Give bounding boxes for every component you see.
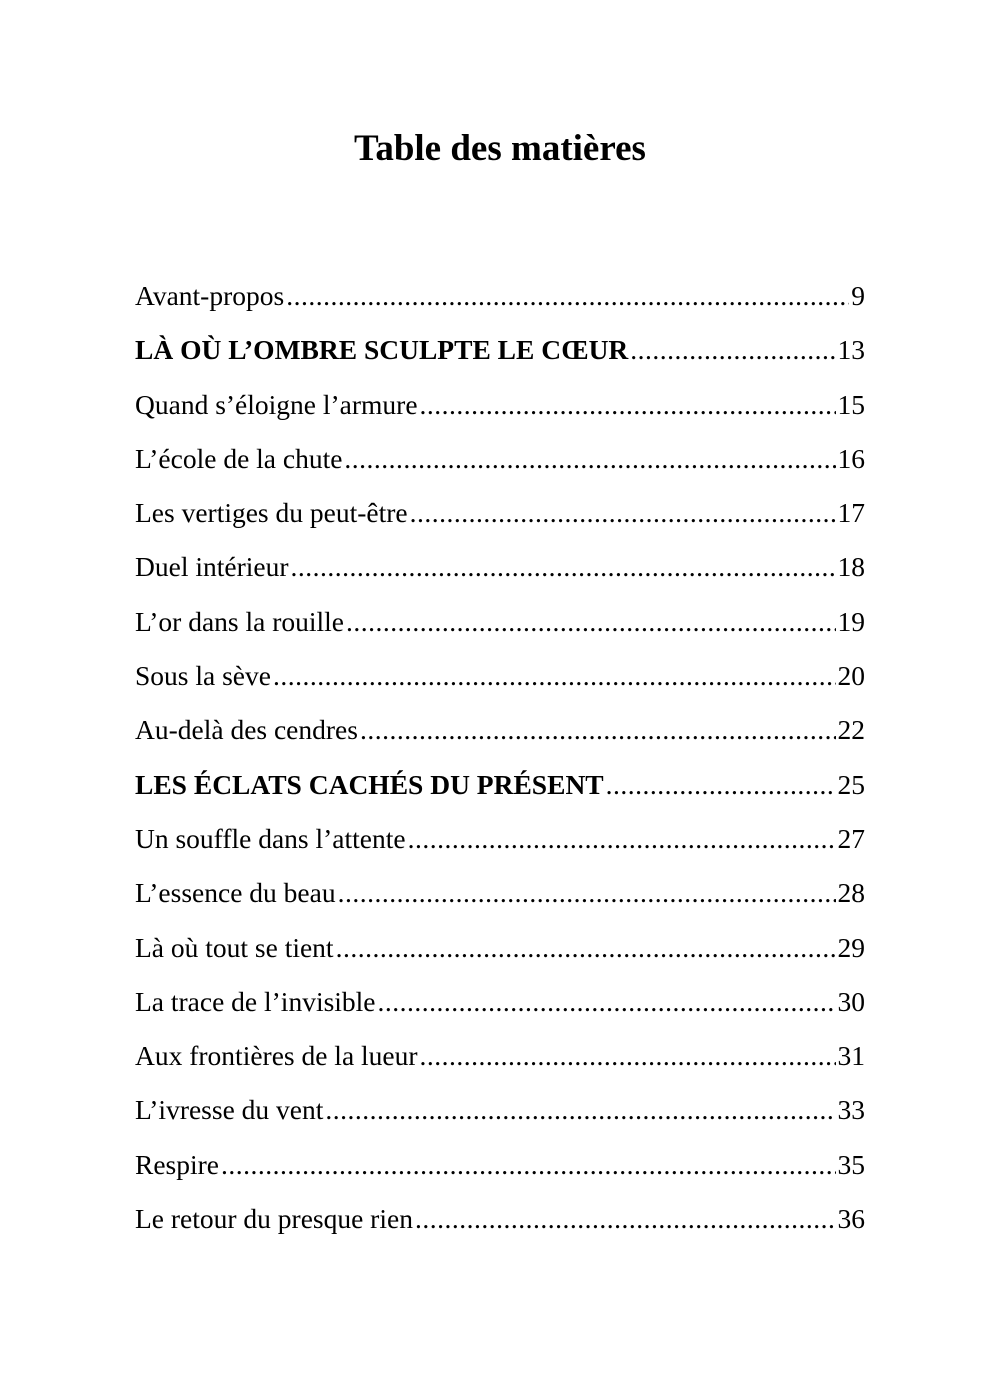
table-of-contents [135, 269, 865, 1246]
toc-entry [135, 1192, 865, 1246]
dot-leader [286, 269, 849, 323]
dot-leader [408, 812, 836, 866]
toc-entry-title: Sous la sève [135, 660, 271, 692]
toc-entry [135, 1083, 865, 1137]
toc-entry-title: Le retour du presque rien [135, 1203, 413, 1235]
toc-entry [135, 921, 865, 975]
toc-entry [135, 486, 865, 540]
dot-leader [336, 921, 836, 975]
toc-entry [135, 269, 865, 323]
toc-page-number: 25 [837, 768, 865, 800]
toc-page-number: 15 [837, 388, 865, 420]
toc-entry [135, 812, 865, 866]
toc-page-number: 30 [837, 985, 865, 1017]
toc-entry [135, 866, 865, 920]
toc-entry-title: Au-delà des cendres [135, 714, 358, 746]
toc-page-number: 18 [837, 551, 865, 583]
toc-page-number: 28 [837, 877, 865, 909]
toc-page-number: 20 [837, 660, 865, 692]
toc-entry-title: Duel intérieur [135, 551, 289, 583]
toc-entry [135, 432, 865, 486]
toc-entry [135, 378, 865, 432]
dot-leader [630, 323, 835, 377]
toc-page-number: 22 [837, 714, 865, 746]
toc-entry [135, 1029, 865, 1083]
dot-leader [221, 1138, 835, 1192]
toc-entry-title: La trace de l’invisible [135, 985, 376, 1017]
toc-entry-title: Aux frontières de la lueur [135, 1040, 418, 1072]
toc-entry-title: Quand s’éloigne l’armure [135, 388, 418, 420]
toc-entry [135, 703, 865, 757]
toc-page-number: 33 [837, 1094, 865, 1126]
dot-leader [378, 975, 836, 1029]
toc-entry [135, 1138, 865, 1192]
dot-leader [420, 378, 836, 432]
toc-section-entry [135, 758, 865, 812]
toc-entry [135, 975, 865, 1029]
toc-entry-title: L’ivresse du vent [135, 1094, 324, 1126]
dot-leader [420, 1029, 836, 1083]
page-title: Table des matières [354, 128, 646, 169]
toc-entry-title: L’essence du beau [135, 877, 336, 909]
toc-page-number: 17 [837, 497, 865, 529]
toc-entry-title: Les vertiges du peut-être [135, 497, 408, 529]
dot-leader [273, 649, 836, 703]
toc-page-number: 19 [837, 605, 865, 637]
toc-entry-title: Avant-propos [135, 280, 285, 311]
dot-leader [360, 703, 836, 757]
dot-leader [344, 432, 835, 486]
toc-entry-title: L’école de la chute [135, 442, 343, 474]
toc-page-number: 16 [837, 442, 865, 474]
dot-leader [415, 1192, 836, 1246]
toc-page-number: 35 [837, 1148, 865, 1180]
toc-entry [135, 649, 865, 703]
dot-leader [290, 540, 835, 594]
dot-leader [410, 486, 836, 540]
dot-leader [338, 866, 836, 920]
toc-page-number: 36 [837, 1203, 865, 1235]
toc-page-number: 9 [851, 280, 865, 311]
toc-entry-title: LÀ OÙ L’OMBRE SCULPTE LE CŒUR [135, 334, 629, 366]
toc-entry-title: Respire [135, 1148, 220, 1180]
toc-entry-title: L’or dans la rouille [135, 605, 345, 637]
toc-page-number: 29 [837, 931, 865, 963]
dot-leader [325, 1083, 835, 1137]
toc-page-number: 27 [837, 822, 865, 854]
toc-entry-title: Là où tout se tient [135, 931, 334, 963]
toc-entry [135, 540, 865, 594]
dot-leader [346, 595, 835, 649]
dot-leader [606, 758, 836, 812]
toc-entry [135, 595, 865, 649]
toc-section-entry [135, 323, 865, 377]
toc-entry-title: LES ÉCLATS CACHÉS DU PRÉSENT [135, 768, 604, 800]
toc-page-number: 31 [837, 1040, 865, 1072]
toc-page-number: 13 [837, 334, 865, 366]
toc-entry-title: Un souffle dans l’attente [135, 822, 406, 854]
